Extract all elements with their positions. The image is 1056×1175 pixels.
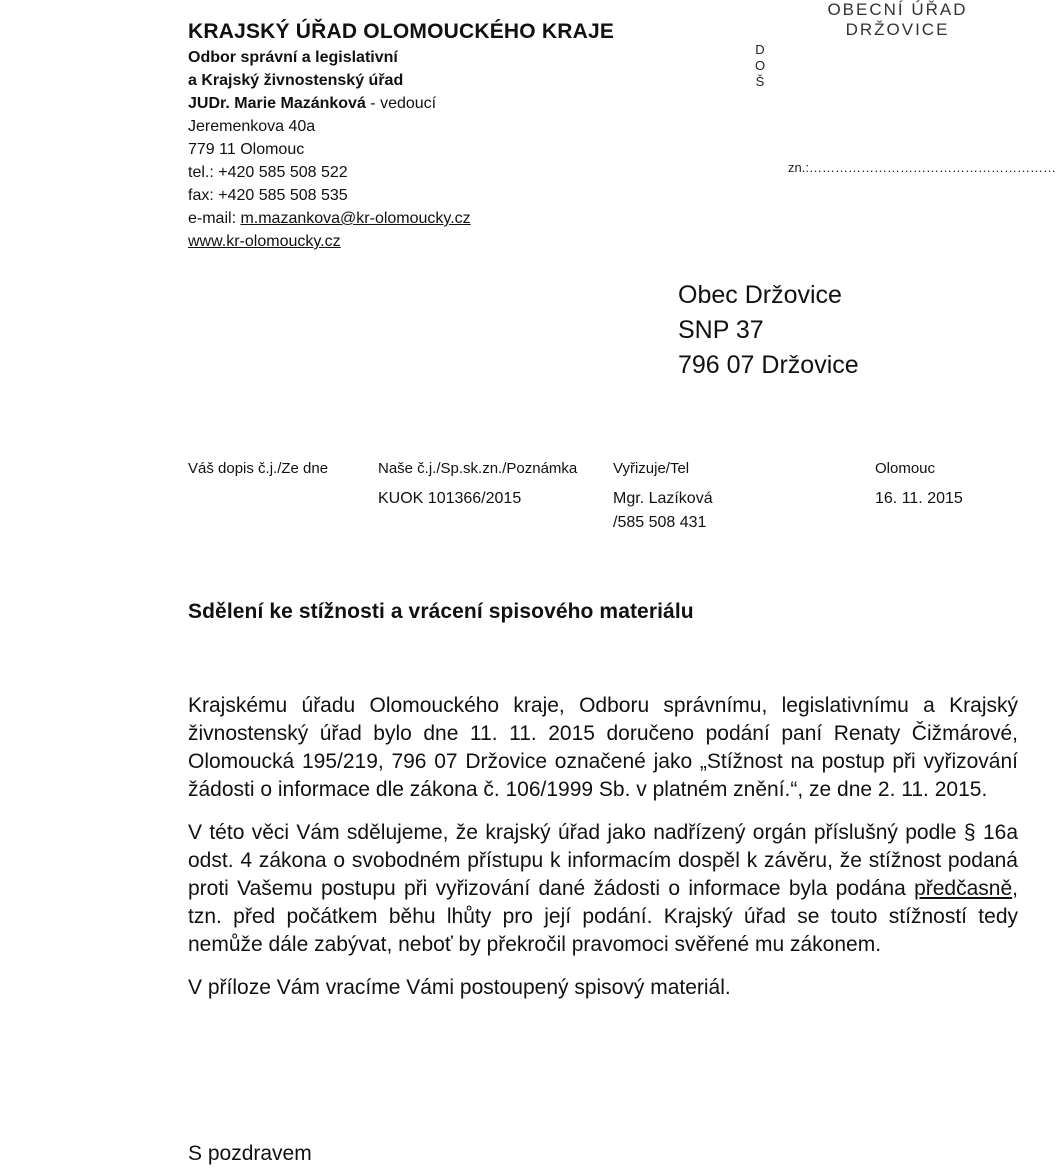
- our-ref-label: Naše č.j./Sp.sk.zn./Poznámka: [378, 460, 578, 477]
- letter-closing: S pozdravem: [188, 1142, 312, 1165]
- sender-organization: KRAJSKÝ ÚŘAD OLOMOUCKÉHO KRAJE: [188, 20, 615, 43]
- body-paragraph-2-start: V této věci Vám sdělujeme, že krajský úřad jako nadřízený orgán příslušný podle § 16a odst. 4 zákona o svobodném přístupu k informacím dospěl k závěru, že stížnost podaná proti Vašemu postupu při vyřizování dané žádosti o informace byla podána: [188, 821, 1018, 900]
- letter-date: 16. 11. 2015: [875, 490, 963, 507]
- handled-by-name: Mgr. Lazíková: [613, 490, 713, 507]
- sender-block: [188, 18, 658, 253]
- handled-by-label: Vyřizuje/Tel: [613, 460, 690, 477]
- stamp-vertical-letters: [750, 42, 770, 90]
- our-ref-value: KUOK 101366/2015: [378, 490, 522, 507]
- letter-body: [188, 692, 1018, 1017]
- sender-email-link[interactable]: m.mazankova@kr-olomoucky.cz: [240, 210, 471, 227]
- stamp-letter: Š: [755, 74, 765, 89]
- stamp-zn-dots: …………………………………………………: [808, 160, 1056, 175]
- body-paragraph-2-end: , tzn. před počátkem běhu lhůty pro její podání. Krajský úřad se touto stížností tedy nemůže dále zabývat, neboť by překročil pravomoci svěřené mu zákonem.: [188, 877, 1018, 956]
- place-label: Olomouc: [875, 460, 936, 477]
- stamp-title: [805, 0, 990, 40]
- sender-email-line: [188, 207, 658, 230]
- sender-department: Odbor správní a legislativní: [188, 49, 398, 66]
- stamp-letter: O: [754, 58, 766, 73]
- letter-subject: Sdělení ke stížnosti a vrácení spisového materiálu: [188, 600, 694, 623]
- sender-department-line2: a Krajský živnostenský úřad: [188, 72, 404, 89]
- recipient-street: SNP 37: [678, 316, 764, 344]
- recipient-name: Obec Držovice: [678, 281, 842, 309]
- body-emphasis-underlined: předčasně: [914, 877, 1013, 900]
- sender-head-role: - vedoucí: [365, 95, 437, 112]
- stamp-zn-field: [788, 160, 1056, 175]
- sender-tel: tel.: +420 585 508 522: [188, 164, 348, 181]
- body-paragraph-3: V příloze Vám vracíme Vámi postoupený spisový materiál.: [188, 976, 731, 999]
- stamp-letter: D: [755, 42, 765, 57]
- body-paragraph-2: [188, 819, 1018, 959]
- sender-city: 779 11 Olomouc: [188, 141, 305, 158]
- recipient-city: 796 07 Držovice: [678, 351, 859, 379]
- handled-by-tel: /585 508 431: [613, 514, 707, 531]
- sender-fax: fax: +420 585 508 535: [188, 187, 348, 204]
- stamp-title-line1: OBECNÍ ÚŘAD: [827, 0, 968, 19]
- recipient-address: [678, 278, 859, 383]
- body-paragraph-1: Krajskému úřadu Olomouckého kraje, Odboru správnímu, legislativnímu a Krajský živnostenský úřad bylo dne 11. 11. 2015 doručeno podání paní Renaty Čižmárové, Olomoucká 195/219, 796 07 Držovice označené jako „Stížnost na postup při vyřizování žádosti o informace dle zákona č. 106/1999 Sb. v platném znění.“, ze dne 2. 11. 2015.: [188, 694, 1018, 801]
- sender-street: Jeremenkova 40a: [188, 118, 316, 135]
- your-letter-label: Váš dopis č.j./Ze dne: [188, 460, 329, 477]
- stamp-title-line2: DRŽOVICE: [845, 20, 950, 39]
- sender-head-name: JUDr. Marie Mazánková: [188, 95, 366, 112]
- sender-head: [188, 92, 658, 115]
- sender-web-link[interactable]: www.kr-olomoucky.cz: [188, 233, 341, 250]
- sender-email-label: e-mail:: [188, 210, 241, 227]
- stamp-zn-label: zn.:: [788, 160, 809, 175]
